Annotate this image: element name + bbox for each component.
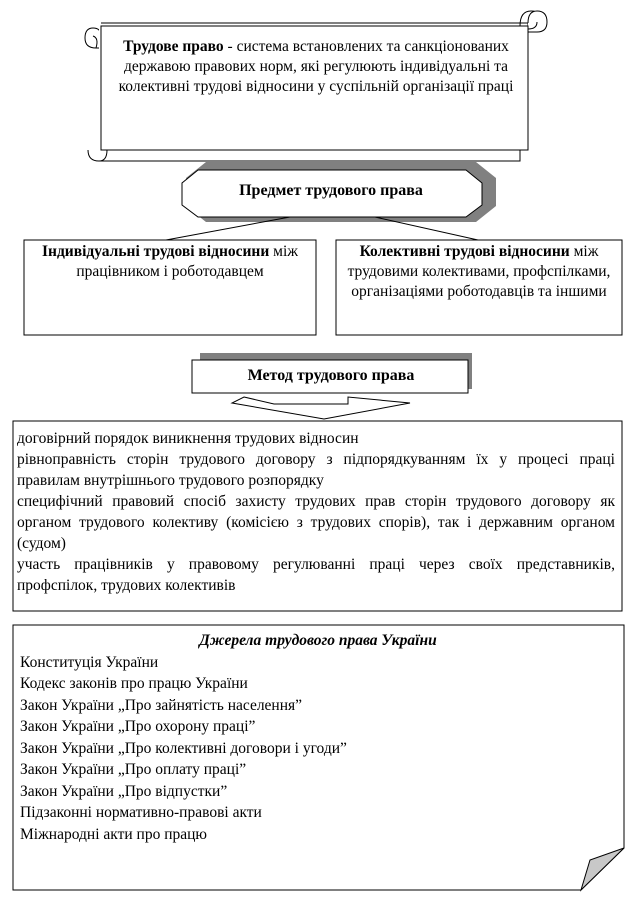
definition-text [116, 37, 516, 97]
method-item: договірний порядок виникнення трудових відносин [17, 430, 359, 447]
definition-term: Трудове право [123, 38, 224, 55]
sources-title: Джерела трудового права України [199, 632, 437, 649]
source-item: Закон України „Про відпустки” [20, 782, 228, 800]
source-item: Конституція України [20, 653, 159, 671]
collective-relations-desc: між трудовими колективами, профспілками, організаціями роботодавців та іншими [347, 243, 611, 300]
individual-relations-desc: між працівником і роботодавцем [76, 243, 298, 280]
source-item: Підзаконні нормативно-правові акти [20, 804, 262, 821]
source-item: Закон України „Про зайнятість населення” [20, 696, 303, 714]
source-item: Міжнародні акти про працю [20, 825, 208, 843]
method-item: рівноправність сторін трудового договору з підпорядкуванням їх у процесі праці правилам внутрішнього трудового розпорядку [17, 451, 615, 489]
sources-list [20, 630, 616, 845]
method-title: Метод трудового права [247, 367, 415, 384]
individual-relations-text [28, 242, 312, 282]
source-item: Кодекс законів про працю України [20, 675, 248, 692]
definition-body: - система встановлених та санкціонованих державою правових норм, які регулюють індивідуальні та колективні трудові відносини у суспільній організації праці [118, 38, 514, 95]
chevron-down-icon [232, 397, 410, 419]
collective-relations-title: Колективні трудові відносини [359, 243, 570, 260]
collective-relations-text [340, 242, 618, 302]
source-item: Закон України „Про оплату праці” [20, 761, 247, 778]
subject-title: Предмет трудового права [239, 182, 423, 199]
method-item: участь працівників у правовому регулюванні праці через своїх представників, профспілок, трудових колективів [17, 556, 615, 594]
method-item: специфічний правовий спосіб захисту трудових прав сторін трудового договору як органом трудового колективу (комісією з трудових спорів), так і державним органом (судом) [17, 493, 615, 552]
source-item: Закон України „Про колективні договори і угоди” [20, 739, 347, 757]
individual-relations-title: Індивідуальні трудові відносини [41, 243, 270, 260]
source-item: Закон України „Про охорону праці” [20, 718, 256, 735]
method-list [17, 428, 615, 596]
